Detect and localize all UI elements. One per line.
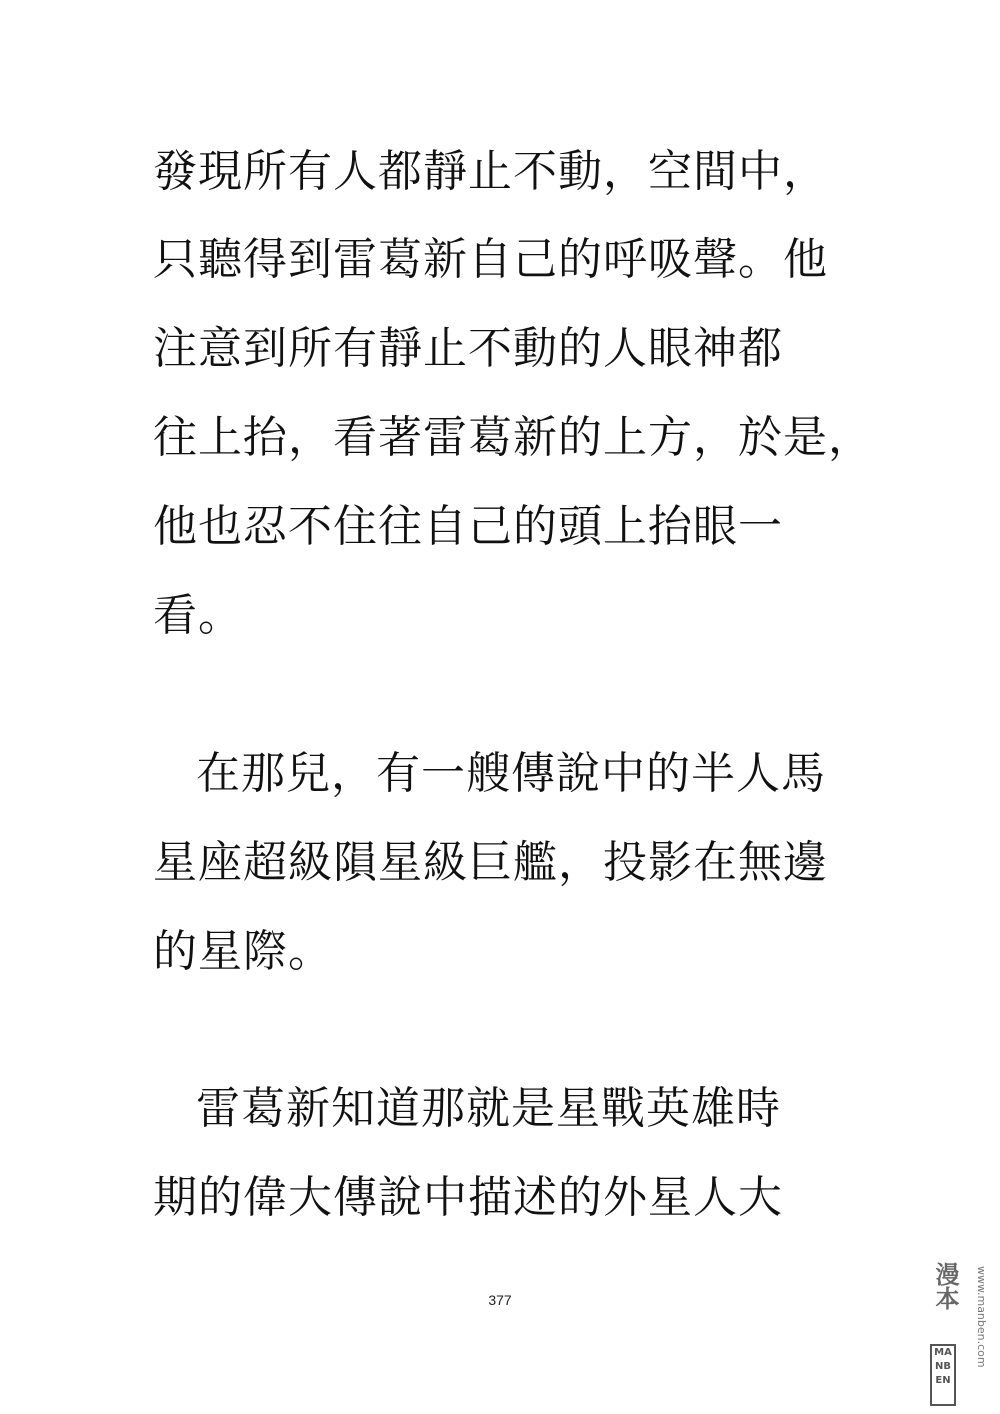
watermark-box <box>930 1344 956 1406</box>
text-line: 只聽得到雷葛新自己的呼吸聲。他 <box>153 234 828 285</box>
watermark-logo-text: 漫本 <box>931 1262 960 1310</box>
text-line: 的星際。 <box>153 926 333 977</box>
text-line: 看。 <box>153 590 243 641</box>
watermark-url: www.manben.com <box>975 1266 988 1368</box>
watermark-box-text: MANBEN <box>934 1347 952 1386</box>
page-number: 377 <box>488 1292 512 1308</box>
text-line: 星座超級隕星級巨艦，投影在無邊 <box>153 837 828 888</box>
text-line: 注意到所有靜止不動的人眼神都 <box>153 323 783 374</box>
text-line: 發現所有人都靜止不動，空間中， <box>153 146 828 197</box>
text-line: 期的偉大傳說中描述的外星人大 <box>153 1172 783 1223</box>
watermark-logo <box>928 1262 992 1410</box>
text-line: 往上抬，看著雷葛新的上方，於是， <box>153 412 873 463</box>
text-line: 他也忍不住往自己的頭上抬眼一 <box>153 501 783 552</box>
text-line: 雷葛新知道那就是星戰英雄時 <box>196 1083 781 1134</box>
text-line: 在那兒，有一艘傳說中的半人馬 <box>196 748 826 799</box>
